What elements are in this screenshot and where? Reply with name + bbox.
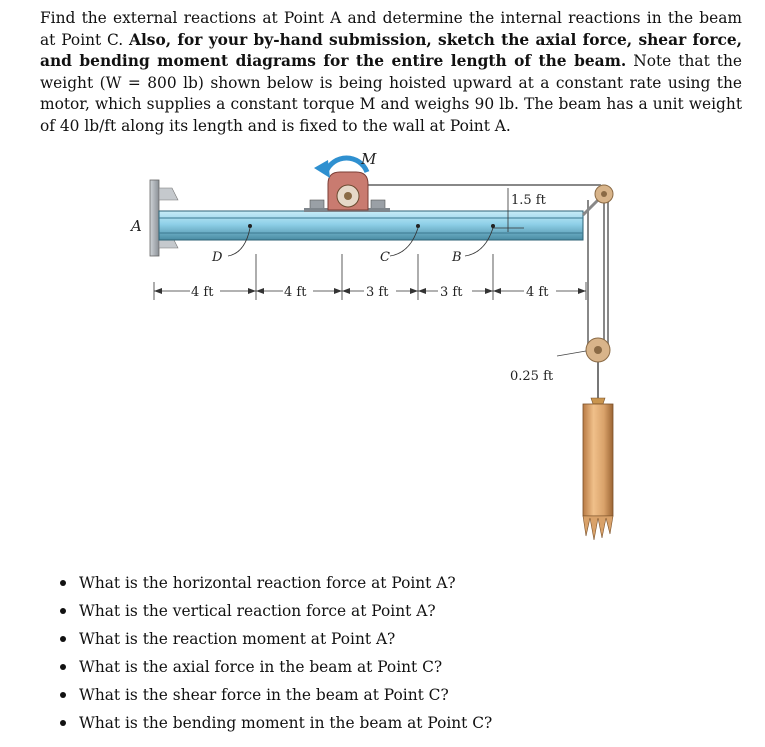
dimension-label: 3 ft <box>440 285 463 300</box>
problem-text-part2: Note that the weight (W = 800 lb) shown below is being hoisted upward at a constant rate using the motor, which supplies a constant torque M and weighs 90 lb. The beam has a unit weight of 40 lb/ft along its length and is fixed to the wall at Point A. <box>40 52 742 135</box>
label-D: D <box>212 250 223 265</box>
label-pulley-dimension: 0.25 ft <box>510 369 554 384</box>
label-top-dimension: 1.5 ft <box>511 193 546 208</box>
label-B: B <box>452 250 462 265</box>
question-item: What is the axial force in the beam at Point C? <box>60 653 700 681</box>
problem-text-bold: Also, for your by-hand submission, sketch the axial force, shear force, and bending moment diagrams for the entire length of the beam. <box>40 30 742 70</box>
label-C: C <box>380 250 390 265</box>
problem-text-part1: Find the external reactions at Point A and determine the internal reactions in the beam at Point C. <box>40 9 742 49</box>
dimension-label: 3 ft <box>366 285 389 300</box>
question-item: What is the bending moment in the beam at Point C? <box>60 709 700 737</box>
label-A: A <box>131 217 142 235</box>
label-M: M <box>361 150 377 168</box>
beam <box>159 211 583 240</box>
weight-block <box>583 398 613 540</box>
question-list <box>60 569 700 737</box>
question-item: What is the vertical reaction force at Point A? <box>60 597 700 625</box>
question-item: What is the horizontal reaction force at Point A? <box>60 569 700 597</box>
motor <box>304 172 390 212</box>
cable <box>358 185 604 340</box>
lower-pulley <box>557 338 610 362</box>
dimension-label: 4 ft <box>526 285 549 300</box>
question-item: What is the reaction moment at Point A? <box>60 625 700 653</box>
dimension-label: 4 ft <box>284 285 307 300</box>
dimension-label: 4 ft <box>191 285 214 300</box>
question-item: What is the shear force in the beam at Point C? <box>60 681 700 709</box>
